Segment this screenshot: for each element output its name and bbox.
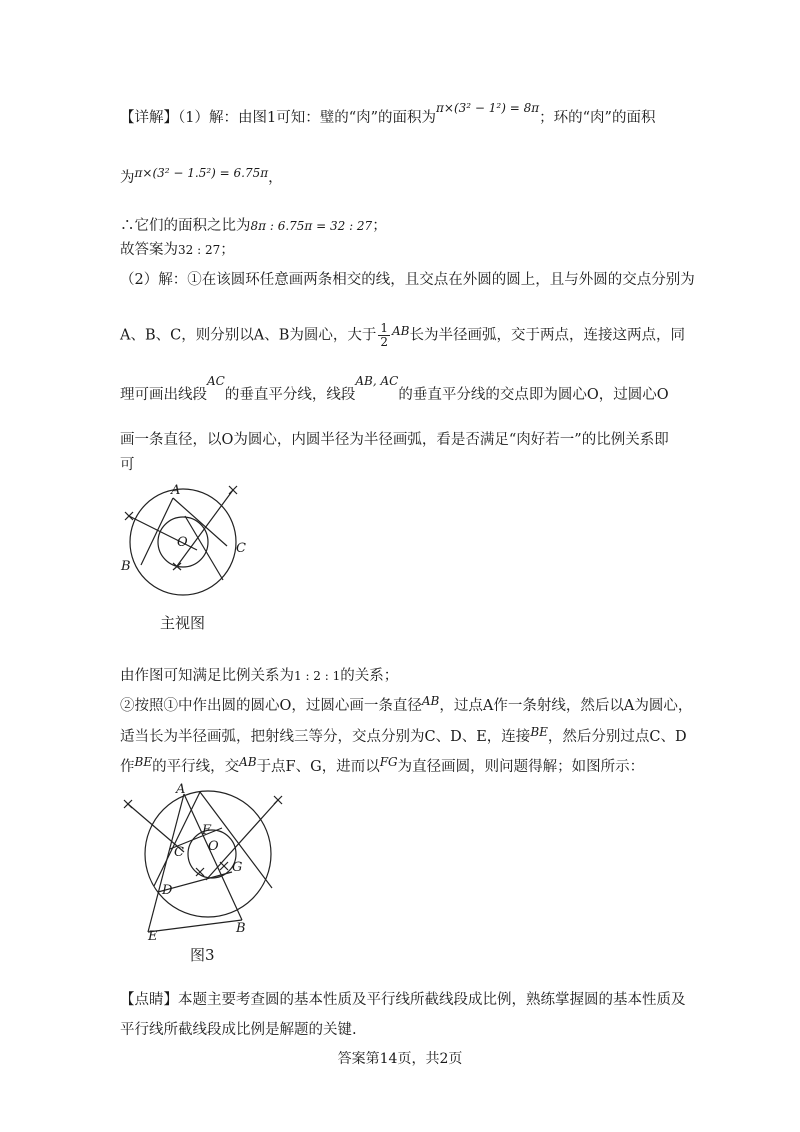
part2-text: 为直径画圆，则问题得解；如图所示：: [397, 759, 645, 775]
part2-text: 的关系；: [340, 668, 399, 684]
label-o: O: [208, 839, 219, 854]
figure-caption: 主视图: [160, 614, 206, 632]
detail-text: 的垂直平分线的交点即为圆心O，过圆心O: [398, 387, 669, 403]
segment-ac: AC: [207, 374, 225, 388]
part2-text: 于点F、G，进而以: [256, 759, 380, 775]
comment-line-1: [120, 990, 686, 1010]
segment-ab: AB: [421, 694, 440, 708]
figure-caption: 图3: [190, 946, 215, 964]
segment-ab: AB: [392, 323, 410, 338]
label-b: B: [121, 559, 131, 574]
detail-line-3: [120, 216, 387, 236]
segments-ab-ac: AB, AC: [355, 374, 399, 388]
part2-text: ，过点A作一条射线，然后以A为圆心，: [439, 698, 693, 714]
segment-be: BE: [530, 725, 548, 739]
segment-fg: FG: [379, 755, 398, 769]
detail-text: 理可画出线段: [120, 387, 207, 403]
part2-text: 作: [120, 759, 135, 775]
label-d: D: [162, 883, 173, 898]
part2-text: 由作图可知满足比例关系为: [120, 668, 294, 684]
label-c: C: [236, 541, 246, 556]
detail-text: ∴它们的面积之比为: [120, 218, 251, 234]
part2-text: 适当长为半径画弧，把射线三等分，交点分别为C、D、E，连接: [120, 729, 531, 745]
formula-ratio: 8π : 6.75π = 32 : 27: [250, 219, 373, 233]
segment-ab: AB: [239, 755, 257, 769]
comment-text: 【点睛】本题主要考查圆的基本性质及平行线所截线段成比例，熟练掌握圆的基本性质及: [120, 992, 686, 1008]
fraction-denominator: 2: [380, 335, 388, 349]
label-f: F: [202, 823, 212, 838]
part2-line-3: [120, 727, 687, 747]
detail-line-8: [120, 430, 669, 450]
detail-text: 故答案为: [120, 242, 178, 258]
detail-text: （1）解：由图1可知：璧的“肉”的面积为: [178, 110, 437, 126]
part2-text: ，然后分别过点C、D: [547, 729, 687, 745]
part2-line-1: [120, 666, 398, 686]
label-o: O: [177, 535, 188, 550]
detail-line-9: [120, 455, 135, 475]
formula-ring-area-2: π×(3² − 1.5²) = 6.75π: [134, 166, 269, 180]
fraction-half: [378, 322, 390, 349]
detail-text: ；: [372, 218, 387, 234]
detail-text: ；: [220, 242, 235, 258]
comment-line-2: [120, 1020, 357, 1040]
line-be: [148, 920, 242, 932]
detail-line-7: [120, 374, 669, 405]
chord-ab: [141, 498, 173, 565]
figure-front-view: [115, 480, 265, 600]
page-footer: 答案第14页，共2页: [337, 1051, 463, 1067]
ray-from-a: [148, 794, 184, 932]
detail-text: 为: [120, 170, 135, 186]
label-g: G: [232, 860, 243, 875]
label-b: B: [236, 921, 246, 936]
detail-tag: 【详解】: [120, 110, 178, 126]
detail-text: 画一条直径，以O为圆心，内圆半径为半径画弧，看是否满足“肉好若一”的比例关系即: [120, 432, 669, 448]
part2-text: 的平行线，交: [152, 759, 240, 775]
part2-text: ②按照①中作出圆的圆心O，过圆心画一条直径: [120, 698, 422, 714]
detail-line-6: [120, 322, 685, 349]
detail-line-1: [120, 101, 656, 128]
outer-circle: [145, 791, 271, 917]
segment-be: BE: [134, 755, 153, 769]
detail-text: A、B、C，则分别以A、B为圆心，大于: [120, 327, 377, 344]
ratio-value: 1 : 2 : 1: [294, 669, 341, 683]
label-e: E: [148, 929, 158, 942]
part2-line-2: [120, 696, 692, 716]
part2-line-4: [120, 757, 644, 777]
answer-ratio: 32 : 27: [178, 243, 221, 257]
formula-ring-area-1: π×(3² − 1²) = 8π: [436, 101, 540, 115]
comment-text: 平行线所截线段成比例是解题的关键.: [120, 1022, 357, 1038]
detail-text: 的垂直平分线，线段: [224, 387, 356, 403]
detail-text: 可: [120, 457, 135, 473]
detail-line-2: [120, 168, 283, 188]
detail-text: 长为半径画弧，交于两点，连接这两点，同: [409, 327, 685, 344]
detail-text: （2）解：①在该圆环任意画两条相交的线，且交点在外圆的圆上，且与外圆的交点分别为: [120, 272, 695, 288]
detail-line-5: [120, 270, 695, 290]
detail-line-4: [120, 240, 235, 260]
diameter-ab: [184, 794, 242, 920]
detail-text: ，: [268, 170, 283, 186]
fraction-numerator: 1: [380, 321, 388, 335]
label-a: A: [176, 782, 186, 797]
figure-3: [118, 782, 298, 942]
detail-text: ；环的“肉”的面积: [539, 110, 656, 126]
label-a: A: [171, 483, 181, 498]
label-c: C: [174, 845, 184, 860]
